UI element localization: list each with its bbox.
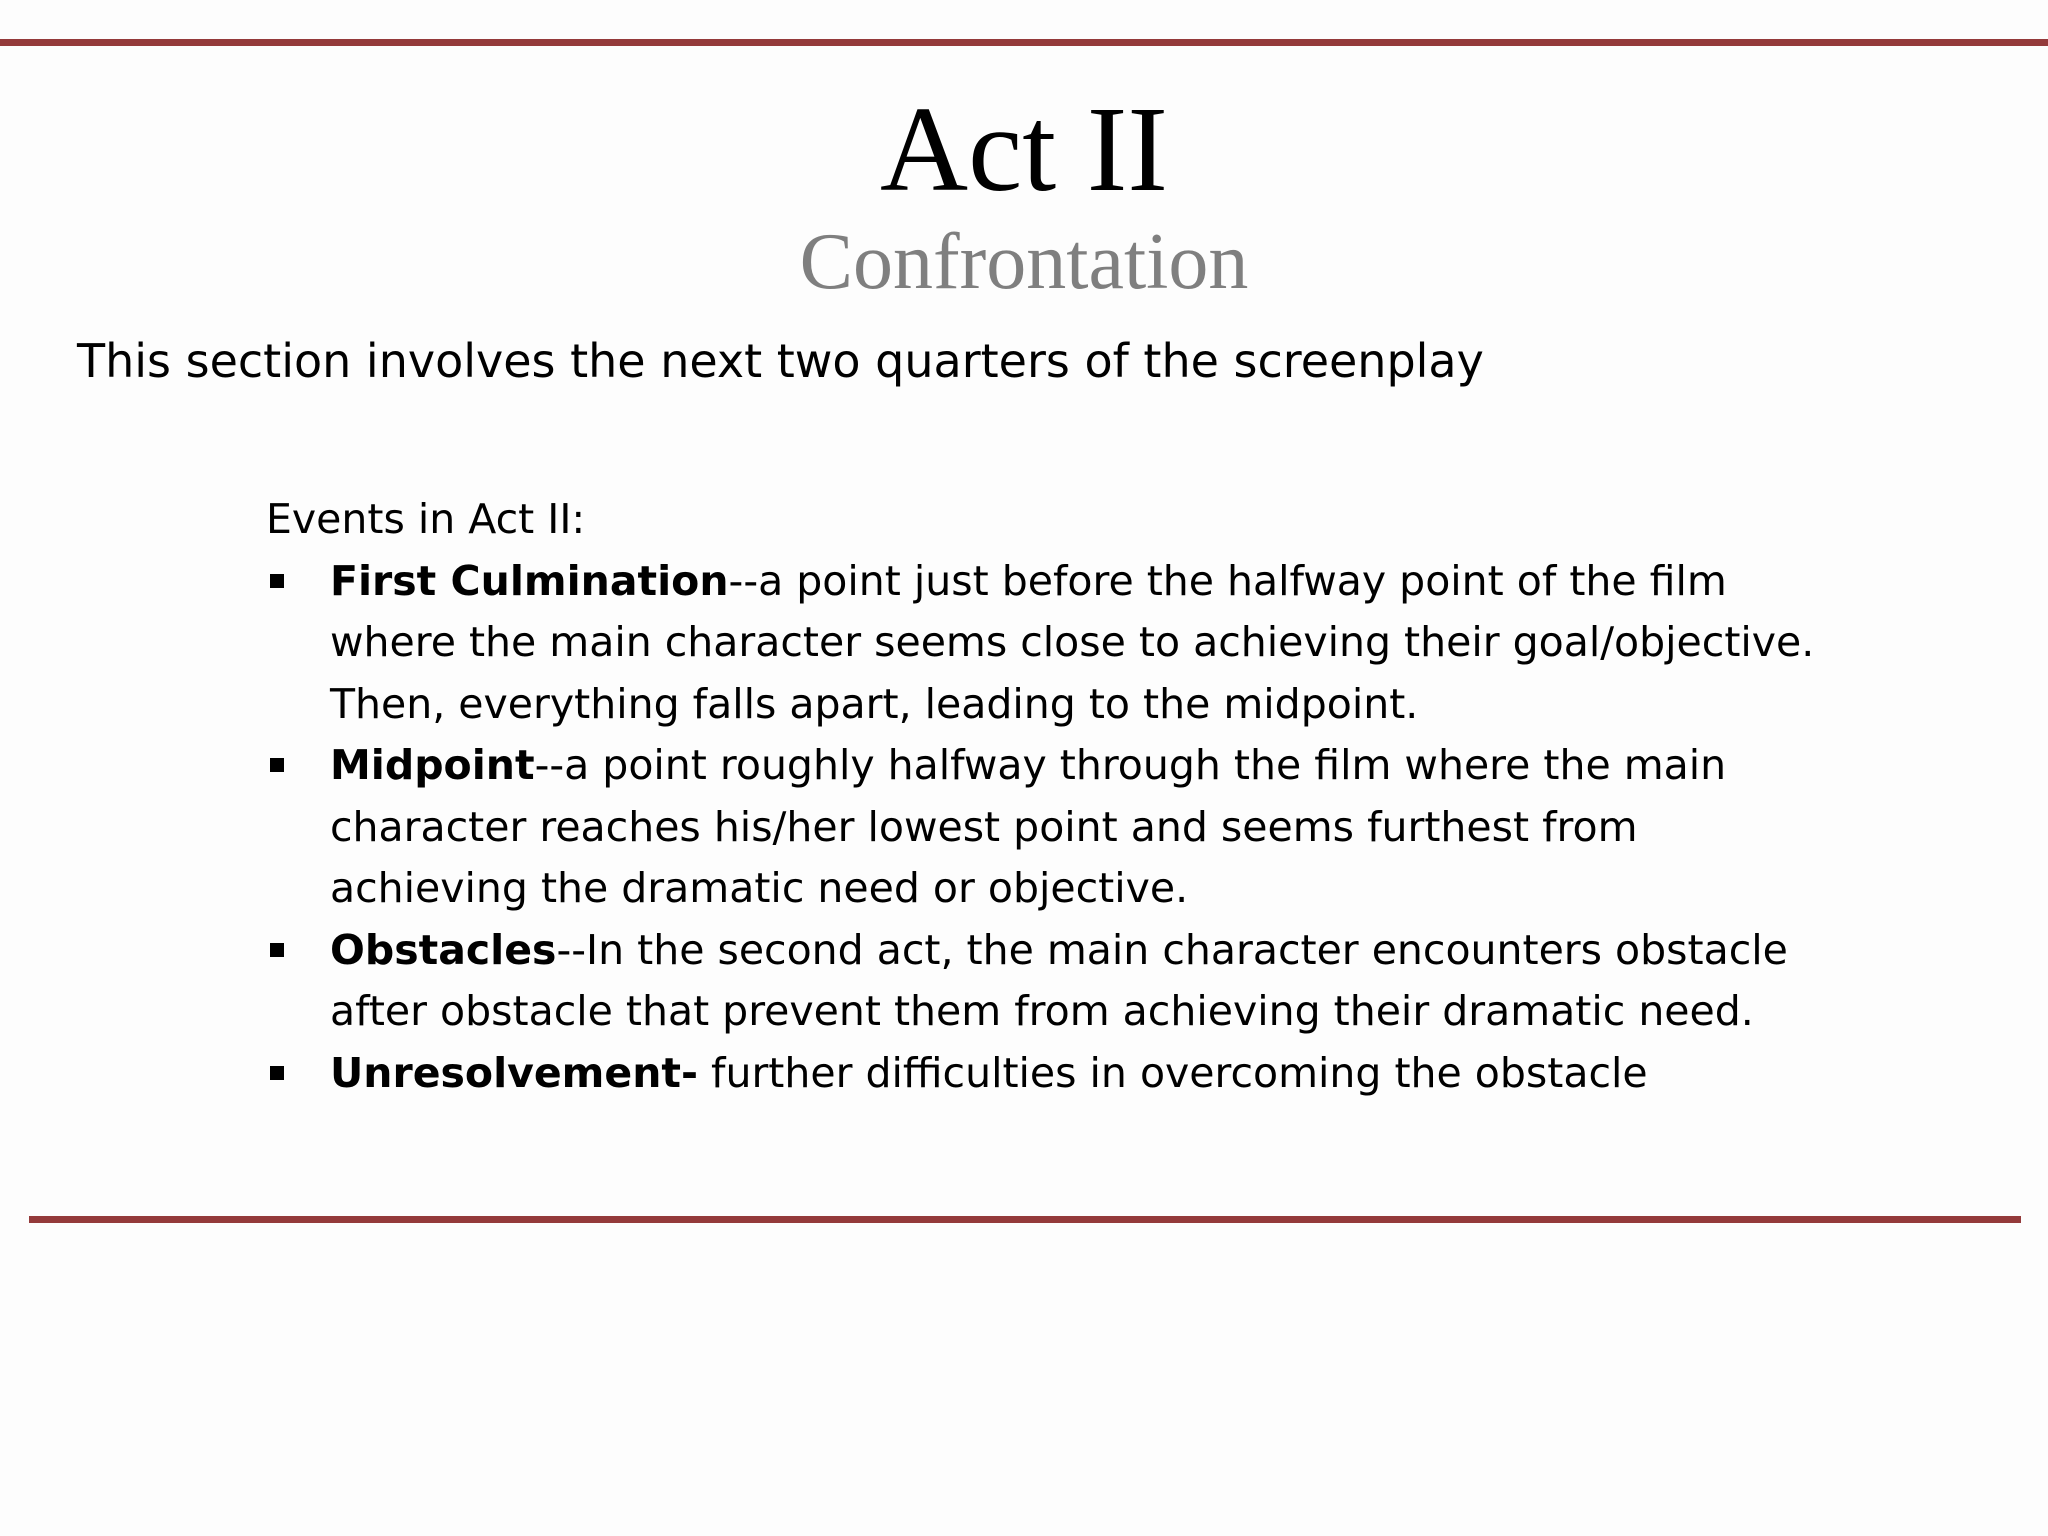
- square-bullet-icon: [270, 758, 284, 772]
- slide-title: Act II: [880, 82, 1168, 217]
- intro-text: This section involves the next two quarters of the screenplay: [77, 334, 1484, 388]
- event-item-obstacles: [266, 920, 1826, 1043]
- events-block: [266, 489, 1826, 1104]
- events-heading: Events in Act II:: [266, 495, 586, 543]
- event-term: Midpoint: [330, 741, 535, 789]
- bottom-divider: [29, 1216, 2021, 1223]
- event-description: further difficulties in overcoming the obstacle: [698, 1048, 1648, 1097]
- event-term: Unresolvement-: [330, 1048, 698, 1097]
- square-bullet-icon: [270, 943, 284, 957]
- event-item-unresolvement: [266, 1043, 1826, 1105]
- event-list: [266, 551, 1826, 1105]
- event-term: First Culmination: [330, 556, 729, 605]
- event-term: Obstacles: [330, 925, 557, 974]
- square-bullet-icon: [270, 1066, 284, 1080]
- event-description: --a point roughly halfway through the film where the main character reaches his/her lowest point and seems furthest from achieving the dramatic need or objective.: [330, 741, 1727, 912]
- top-divider: [0, 39, 2048, 46]
- event-description: --a point just before the halfway point of the film where the main character seems close to achieving their goal/objective. Then, everything falls apart, leading to the midpoint.: [330, 556, 1815, 728]
- event-item-first-culmination: [266, 551, 1826, 736]
- slide-subtitle: Confrontation: [799, 218, 1249, 306]
- square-bullet-icon: [270, 574, 284, 588]
- event-item-midpoint: [266, 735, 1826, 920]
- event-description: --In the second act, the main character encounters obstacle after obstacle that prevent them from achieving their dramatic need.: [330, 925, 1788, 1035]
